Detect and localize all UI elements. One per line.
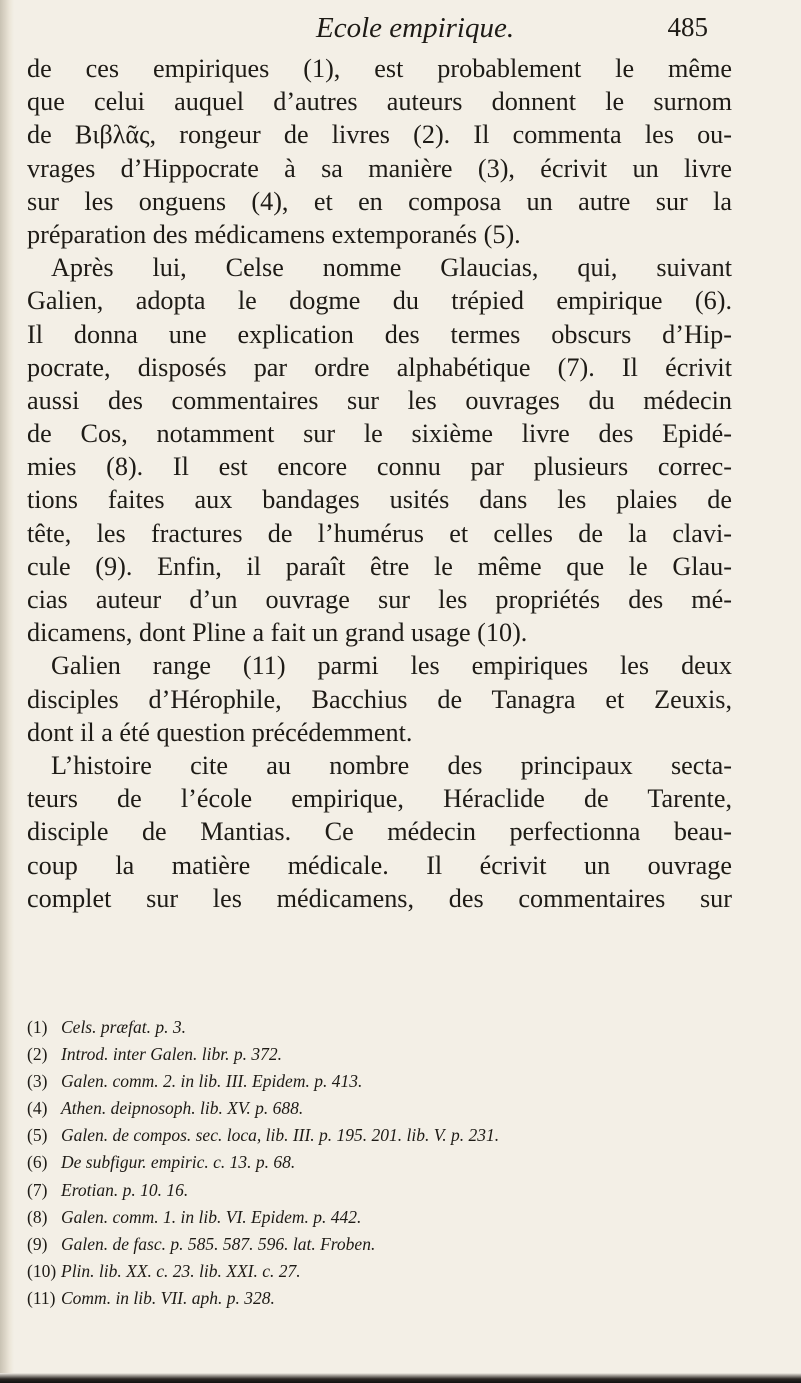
text-line: pocrate, disposés par ordre alphabétique (7). Il écrivit <box>27 352 732 382</box>
footnote-number: (4) <box>27 1098 48 1119</box>
footnote <box>27 1177 732 1204</box>
footnote <box>27 1285 732 1312</box>
text-line: de Βιβλᾶς, rongeur de livres (2). Il commenta les ou- <box>27 120 732 150</box>
text-line: de Cos, notamment sur le sixième livre des Epidé- <box>27 419 732 449</box>
footnote-number: (10) <box>27 1260 57 1281</box>
text-line: tête, les fractures de l’humérus et celles de la clavi- <box>27 518 732 548</box>
footnote-reference: De subfigur. empiric. c. 13. p. 68. <box>61 1152 296 1173</box>
footnote-reference: Galen. de fasc. p. 585. 587. 596. lat. Froben. <box>61 1233 376 1254</box>
page-gutter-shadow <box>0 0 14 1383</box>
running-title: Ecole empirique. <box>316 12 515 44</box>
page-number: 485 <box>667 12 708 42</box>
text-line: disciples d’Hérophile, Bacchius de Tanagra et Zeuxis, <box>27 684 732 714</box>
text-line: L’histoire cite au nombre des principaux secta- <box>51 750 732 780</box>
text-line: dont il a été question précédemment. <box>27 717 413 747</box>
text-line: sur les onguens (4), et en composa un autre sur la <box>27 186 732 216</box>
footnote <box>27 1204 732 1231</box>
footnote <box>27 1041 732 1068</box>
footnote-reference: Cels. præfat. p. 3. <box>61 1017 186 1037</box>
text-line: cule (9). Enfin, il paraît être le même que le Glau- <box>27 551 732 581</box>
text-line: que celui auquel d’autres auteurs donnent le surnom <box>27 87 732 117</box>
text-line: Il donna une explication des termes obscurs d’Hip- <box>27 319 732 349</box>
footnote-number: (7) <box>27 1179 48 1200</box>
footnote-reference: Athen. deipnosoph. lib. XV. p. 688. <box>61 1098 304 1119</box>
text-line: tions faites aux bandages usités dans les plaies de <box>27 485 732 515</box>
footnote-reference: Galen. de compos. sec. loca, lib. III. p. 195. 201. lib. V. p. 231. <box>61 1125 500 1146</box>
footnote-number: (8) <box>27 1206 48 1227</box>
text-line: complet sur les médicamens, des commentaires sur <box>27 883 732 913</box>
body-text <box>27 52 732 915</box>
text-line: teurs de l’école empirique, Héraclide de Tarente, <box>27 784 732 814</box>
footnote-number: (9) <box>27 1233 48 1254</box>
text-line: préparation des médicamens extemporanés (5). <box>27 219 521 249</box>
footnote-reference: Galen. comm. 2. in lib. III. Epidem. p. 413. <box>61 1071 363 1092</box>
text-line: disciple de Mantias. Ce médecin perfectionna beau- <box>27 817 732 847</box>
text-line: cias auteur d’un ouvrage sur les propriétés des mé- <box>27 585 732 614</box>
footnote-number: (5) <box>27 1125 48 1146</box>
text-line: dicamens, dont Pline a fait un grand usage (10). <box>27 618 528 648</box>
footnote-reference: Introd. inter Galen. libr. p. 372. <box>61 1044 283 1065</box>
footnote-number: (3) <box>27 1071 48 1092</box>
footnote <box>27 1068 732 1095</box>
text-line: aussi des commentaires sur les ouvrages du médecin <box>27 385 732 415</box>
footnote-reference: Plin. lib. XX. c. 23. lib. XXI. c. 27. <box>61 1260 301 1281</box>
footnote-number: (1) <box>27 1017 48 1037</box>
footnote-reference: Comm. in lib. VII. aph. p. 328. <box>61 1287 275 1308</box>
footnote-number: (11) <box>27 1287 56 1308</box>
footnote <box>27 1014 732 1041</box>
footnote-number: (2) <box>27 1044 48 1065</box>
footnote-reference: Galen. comm. 1. in lib. VI. Epidem. p. 442. <box>61 1206 362 1227</box>
text-line: Galien, adopta le dogme du trépied empirique (6). <box>27 286 732 316</box>
page-header <box>250 10 730 46</box>
footnote <box>27 1149 732 1176</box>
footnote <box>27 1122 732 1149</box>
text-line: de ces empiriques (1), est probablement le même <box>27 54 732 83</box>
footnote <box>27 1095 732 1122</box>
text-line: coup la matière médicale. Il écrivit un ouvrage <box>27 850 732 880</box>
page-bottom-edge <box>0 1373 801 1383</box>
text-line: mies (8). Il est encore connu par plusieurs correc- <box>27 452 732 482</box>
text-line: vrages d’Hippocrate à sa manière (3), écrivit un livre <box>27 153 732 183</box>
footnote-number: (6) <box>27 1152 48 1173</box>
text-line: Après lui, Celse nomme Glaucias, qui, suivant <box>51 253 732 283</box>
footnote <box>27 1231 732 1258</box>
text-line: Galien range (11) parmi les empiriques les deux <box>51 651 732 681</box>
footnotes <box>27 1014 732 1312</box>
footnote <box>27 1258 732 1285</box>
footnote-reference: Erotian. p. 10. 16. <box>61 1179 189 1200</box>
